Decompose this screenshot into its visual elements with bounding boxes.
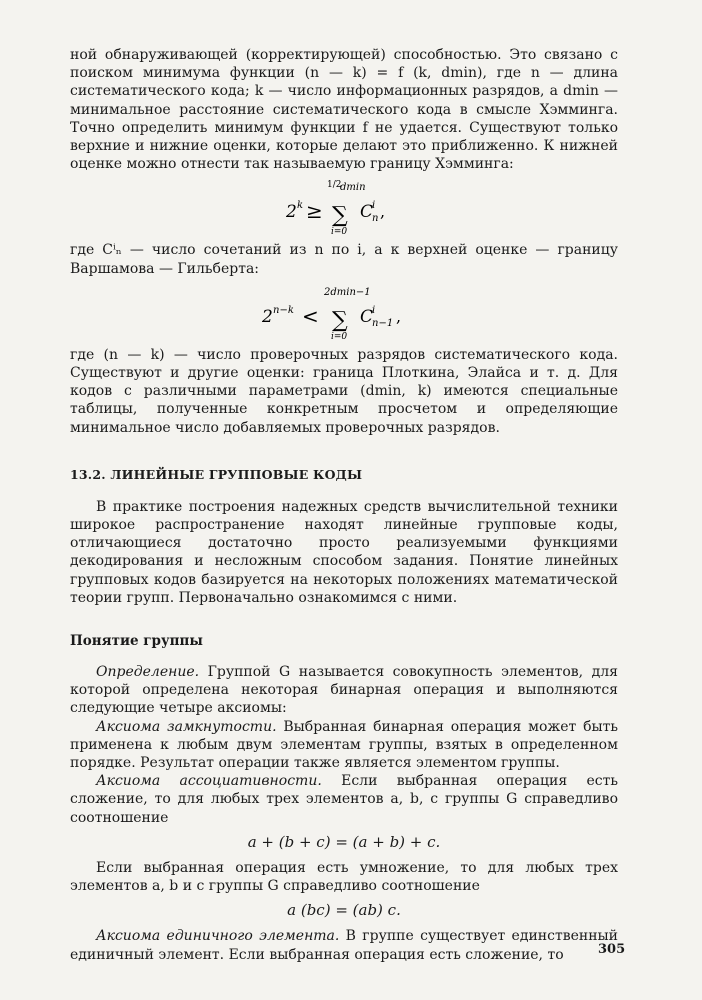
- vg-sum: ∑: [332, 307, 348, 333]
- hamming-term-sub: n: [372, 213, 379, 225]
- varshamov-gilbert-formula: [70, 282, 618, 340]
- vg-upper: 2dmin−1: [324, 286, 371, 298]
- paragraph-other-bounds: где (n — k) — число проверочных разрядов систематического кода. Существуют и другие оценки: граница Плоткина, Элайса и т. д. Для кодов с различными параметрами (dmin, k) имеются специальные таблицы, полученные конкретным просчетом и определяющие минимальное число добавляемых проверочных разрядов.: [70, 346, 618, 436]
- paragraph-multiplication: Если выбранная операция есть умножение, то для любых трех элементов a, b и c группы G справедливо соотношение: [70, 859, 618, 895]
- paragraph-linear-codes: В практике построения надежных средств вычислительной техники широкое распространение находят линейные групповые коды, отличающиеся достаточно просто реализуемыми функциями декодирования и несложным способом задания. Понятие линейных групповых кодов базируется на некоторых положениях математической теории групп. Первоначально ознакомимся с ними.: [70, 498, 618, 606]
- vg-relation: <: [302, 303, 319, 328]
- paragraph-closure-axiom: [70, 718, 618, 773]
- closure-axiom-term: Аксиома замкнутости.: [96, 718, 277, 735]
- hamming-term-sup: i: [372, 200, 376, 212]
- hamming-lhs-exp: k: [297, 200, 304, 212]
- hamming-sum: ∑: [332, 203, 348, 229]
- assoc-axiom-text: Если выбранная операция есть сложение, то для любых трех элементов a, b, c группы G справедливо соотношение: [70, 773, 618, 826]
- hamming-relation: ≥: [306, 199, 323, 224]
- paragraph-definition: [70, 663, 618, 718]
- page-body: [70, 46, 618, 964]
- vg-lower: i=0: [331, 331, 348, 342]
- hamming-upper: dmin: [340, 182, 366, 194]
- subsection-title: Понятие группы: [70, 633, 203, 650]
- vg-term-sub: n−1: [372, 317, 394, 329]
- hamming-lower: i=0: [331, 227, 348, 238]
- paragraph-assoc-axiom: [70, 772, 618, 827]
- vg-lhs: 2: [262, 306, 273, 327]
- page-number: 305: [598, 942, 626, 957]
- hamming-lhs: 2: [286, 202, 297, 223]
- assoc-multiplication-formula: a (bc) = (ab) c.: [287, 901, 401, 920]
- closure-axiom-text: Выбранная бинарная операция может быть применена к любым двум элементам группы, взятых в определенном порядке. Результат операции также является элементом группы.: [70, 718, 619, 772]
- assoc-axiom-term: Аксиома ассоциативности.: [96, 773, 322, 790]
- identity-axiom-term: Аксиома единичного элемента.: [96, 928, 340, 945]
- hamming-term: C: [360, 202, 374, 223]
- vg-lhs-exp: n−k: [273, 304, 294, 316]
- vg-term-sup: i: [372, 304, 376, 316]
- definition-text: Группой G называется совокупность элементов, для которой определена некоторая бинарная операция и выполняются следующие четыре аксиомы:: [70, 664, 618, 717]
- hamming-bound-formula: [70, 177, 618, 238]
- hamming-upper-frac: 1/2: [327, 180, 342, 191]
- section-title: 13.2. ЛИНЕЙНЫЕ ГРУППОВЫЕ КОДЫ: [70, 466, 363, 482]
- vg-term: C: [360, 306, 374, 327]
- assoc-addition-formula: a + (b + c) = (a + b) + c.: [247, 832, 441, 851]
- varshamov-gilbert-svg: [224, 282, 464, 342]
- hamming-end: ,: [380, 202, 386, 222]
- hamming-bound-svg: [234, 177, 454, 237]
- paragraph-intro: ной обнаруживающей (корректирующей) способностью. Это связано с поиском минимума функции (n — k) = f (k, dmin), где n — длина систематического кода; k — число информационных разрядов, a dmin — минимальное расстояние систематического кода в смысле Хэмминга. Точно определить минимум функции f не удается. Существуют только верхние и нижние оценки, которые делают это приближенно. К нижней оценке можно отнести так называемую границу Хэмминга:: [70, 47, 618, 173]
- paragraph-vg-intro: где Cⁱₙ — число сочетаний из n по i, а к верхней оценке — границу Варшамова — Гильберта:: [70, 242, 618, 277]
- identity-axiom-text: В группе существует единственный единичный элемент. Если выбранная операция есть сложение, то: [70, 928, 618, 963]
- paragraph-identity-axiom: [70, 927, 618, 963]
- vg-end: ,: [396, 306, 402, 326]
- definition-term: Определение.: [96, 664, 200, 681]
